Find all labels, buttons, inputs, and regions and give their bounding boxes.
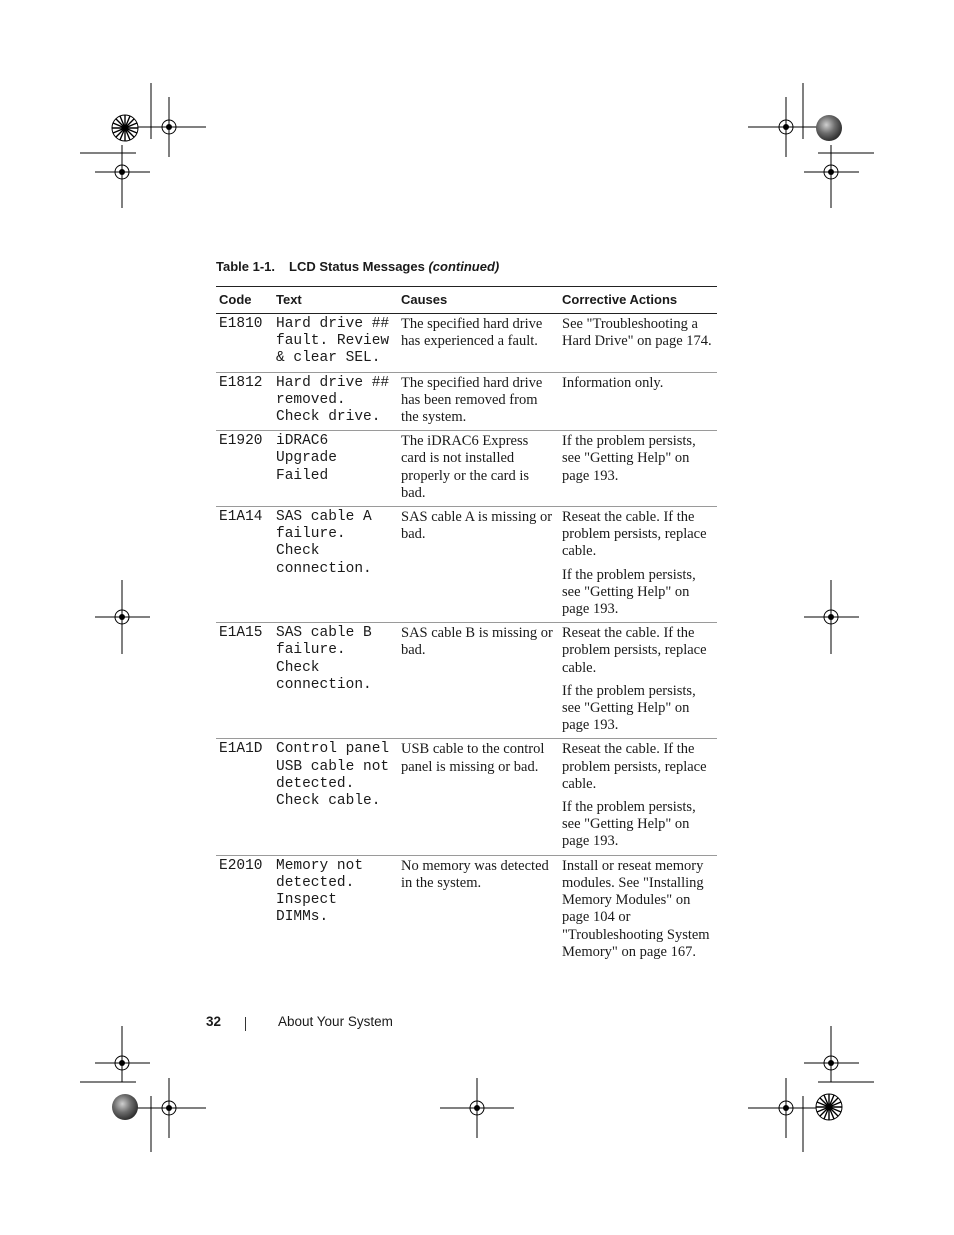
cell-text: Control panel USB cable not detected. Check cable. xyxy=(273,739,398,855)
cell-causes: USB cable to the control panel is missing or bad. xyxy=(398,739,559,855)
action-paragraph: If the problem persists, see "Getting Help" on page 193. xyxy=(562,433,696,484)
cell-causes: SAS cable B is missing or bad. xyxy=(398,623,559,739)
cell-actions xyxy=(559,431,717,507)
cell-text: SAS cable B failure. Check connection. xyxy=(273,623,398,739)
table-row xyxy=(216,623,717,739)
chapter-title: About Your System xyxy=(278,1014,393,1029)
table-caption xyxy=(216,259,499,274)
column-header-causes: Causes xyxy=(398,287,559,314)
cell-causes: The specified hard drive has been removed from the system. xyxy=(398,372,559,431)
cell-causes: The specified hard drive has experienced a fault. xyxy=(398,314,559,373)
action-paragraph: Reseat the cable. If the problem persists, replace cable. xyxy=(562,509,707,560)
cell-causes: No memory was detected in the system. xyxy=(401,857,549,891)
lcd-status-table xyxy=(216,286,717,965)
table-caption-label: Table 1-1. xyxy=(216,259,276,274)
star-target-bottom-right xyxy=(816,1094,842,1120)
cell-text: iDRAC6 Upgrade Failed xyxy=(273,431,398,507)
cell-causes: SAS cable A is missing or bad. xyxy=(398,507,559,623)
star-target-top-left xyxy=(112,115,138,141)
action-paragraph: See "Troubleshooting a Hard Drive" on page 174. xyxy=(562,316,712,350)
action-paragraph: If the problem persists, see "Getting Help" on page 193. xyxy=(562,682,696,734)
page-number: 32 xyxy=(206,1014,222,1029)
table-row xyxy=(216,314,717,373)
cell-text: Hard drive ## fault. Review & clear SEL. xyxy=(273,314,398,373)
cell-actions xyxy=(559,623,717,739)
cell-code: E1920 xyxy=(216,431,273,507)
action-paragraph: If the problem persists, see "Getting Help" on page 193. xyxy=(562,566,696,618)
cell-code: E2010 xyxy=(219,857,263,874)
cell-text: Memory not detected. Inspect DIMMs. xyxy=(276,857,364,926)
cell-code: E1810 xyxy=(216,314,273,373)
table-caption-title: LCD Status Messages xyxy=(289,259,425,274)
gray-target-bottom-left xyxy=(112,1094,138,1120)
table-row xyxy=(216,372,717,431)
cell-actions xyxy=(559,739,717,855)
table-row xyxy=(216,507,717,623)
cell-actions xyxy=(559,855,717,965)
cell-code: E1A15 xyxy=(216,623,273,739)
table-caption-continued: (continued) xyxy=(428,259,500,274)
cell-code: E1812 xyxy=(216,372,273,431)
footer-separator xyxy=(245,1017,246,1031)
column-header-code: Code xyxy=(216,287,273,314)
table-row xyxy=(216,739,717,855)
cell-actions xyxy=(559,507,717,623)
action-paragraph: Reseat the cable. If the problem persists, replace cable. xyxy=(562,741,707,792)
table-row xyxy=(216,855,717,965)
column-header-text: Text xyxy=(273,287,398,314)
cell-causes: The iDRAC6 Express card is not installed properly or the card is bad. xyxy=(398,431,559,507)
action-paragraph: Reseat the cable. If the problem persists, replace cable. xyxy=(562,625,707,676)
cell-code: E1A1D xyxy=(216,739,273,855)
action-paragraph: Information only. xyxy=(562,374,664,391)
cell-actions xyxy=(559,372,717,431)
cell-code: E1A14 xyxy=(216,507,273,623)
table-header-row xyxy=(216,287,717,314)
column-header-actions: Corrective Actions xyxy=(559,287,717,314)
action-paragraph: Install or reseat memory modules. See "Installing Memory Modules" on page 104 or "Troubleshooting System Memory" on page 167. xyxy=(562,857,710,960)
cell-text: SAS cable A failure. Check connection. xyxy=(273,507,398,623)
cell-actions xyxy=(559,314,717,373)
table-row xyxy=(216,431,717,507)
gray-target-top-right xyxy=(816,115,842,141)
action-paragraph: If the problem persists, see "Getting Help" on page 193. xyxy=(562,799,696,850)
cell-text: Hard drive ## removed. Check drive. xyxy=(273,372,398,431)
